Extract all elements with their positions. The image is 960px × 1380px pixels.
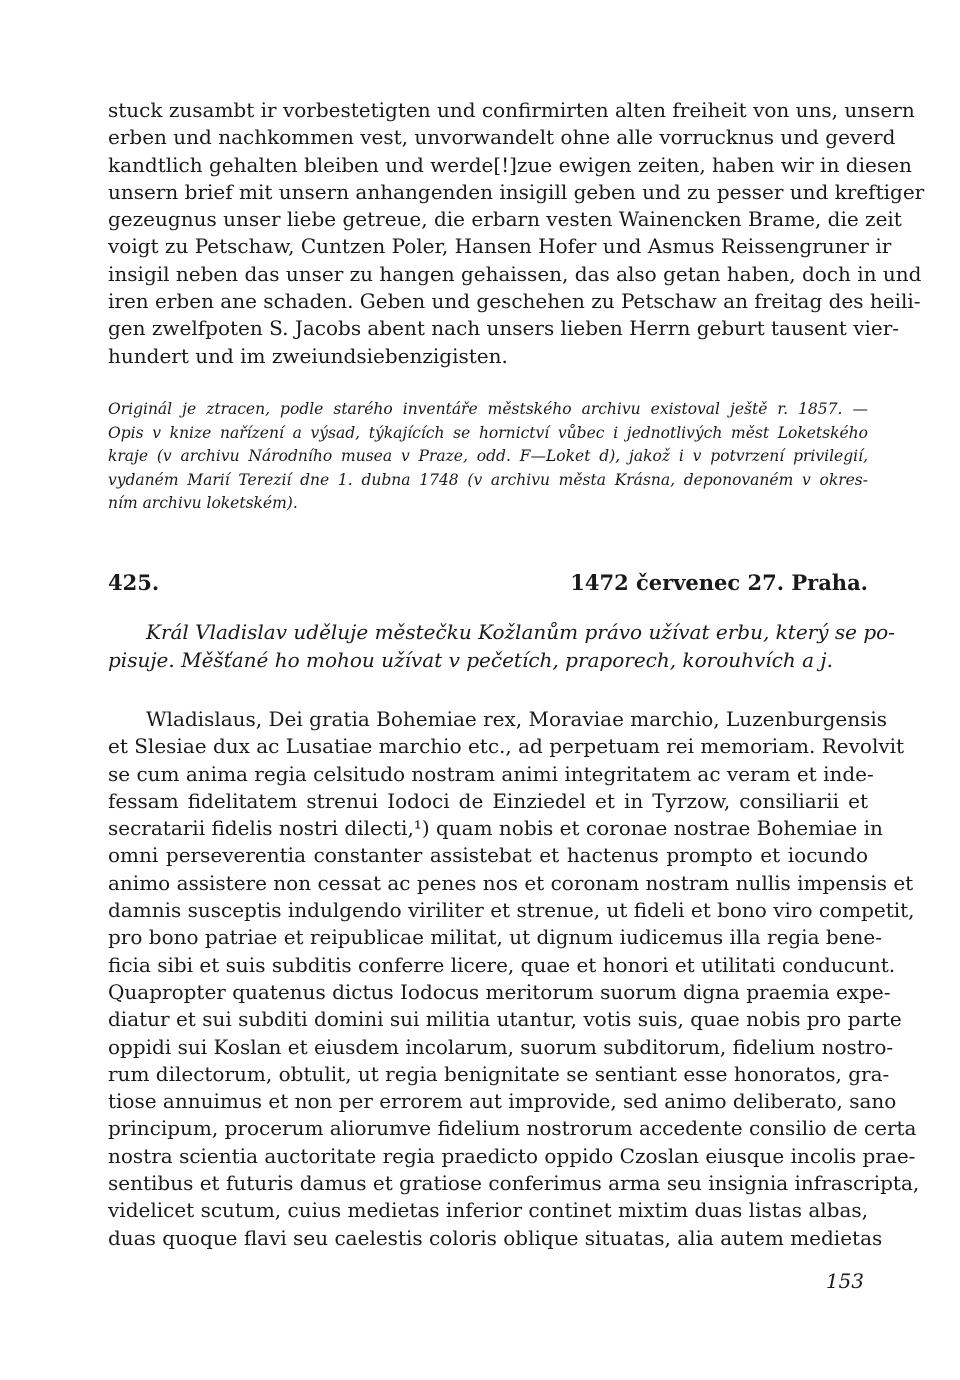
page-number: 153: [825, 1269, 864, 1293]
text-line: voigt zu Petschaw, Cuntzen Poler, Hansen Hofer und Asmus Reissengruner ir: [108, 234, 892, 259]
text-line: oppidi sui Koslan et eiusdem incolarum, suorum subditorum, fidelium nostro-: [108, 1034, 894, 1059]
note-line: Originál je ztracen, podle starého inventáře městského archivu existoval ještě r. 1857. —: [108, 400, 868, 418]
text-line: Wladislaus, Dei gratia Bohemiae rex, Moraviae marchio, Luzenburgensis: [146, 707, 888, 731]
text-line: kandtlich gehalten bleiben und werde[!]zue ewigen zeiten, haben wir in diesen: [108, 152, 912, 177]
text-line: erben und nachkommen vest, unvorwandelt ohne alle vorrucknus und geverd: [108, 125, 896, 150]
text-line: videlicet scutum, cuius medietas inferior continet mixtim duas listas albas,: [108, 1198, 868, 1223]
text-line: omni perseverentia constanter assistebat et hactenus prompto et iocundo: [108, 843, 868, 868]
note-line: kraje (v archivu Národního musea v Praze, odd. F—Loket d), jakož i v potvrzení privilegií,: [108, 447, 868, 466]
archival-note: [108, 398, 868, 516]
text-line: duas quoque flavi seu caelestis coloris oblique situatas, alia autem medietas: [108, 1225, 883, 1250]
text-line: secratarii fidelis nostri dilecti,¹) quam nobis et coronae nostrae Bohemiae in: [108, 816, 883, 841]
text-line: sentibus et futuris damus et gratiose conferimus arma seu insignia infrascripta,: [108, 1171, 920, 1196]
regest-line: pisuje. Měšťané ho mohou užívat v pečetích, praporech, korouhvích a j.: [108, 648, 833, 672]
text-line: damnis susceptis indulgendo viriliter et strenue, ut fideli et bono viro competit,: [108, 898, 915, 923]
latin-charter-text: [108, 706, 920, 1252]
text-line: et Slesiae dux ac Lusatiae marchio etc., ad perpetuam rei memoriam. Revolvit: [108, 734, 905, 759]
text-line: iren erben ane schaden. Geben und geschehen zu Petschaw an freitag des heili-: [108, 289, 921, 314]
text-line: ficia sibi et suis subditis conferre licere, quae et honori et utilitati conducunt.: [108, 952, 896, 977]
document-date-place: 1472 červenec 27. Praha.: [570, 570, 868, 595]
note-line: ním archivu loketském).: [108, 494, 298, 513]
text-line: principum, procerum aliorumve fidelium nostrorum accedente consilio de certa: [108, 1116, 917, 1141]
note-line: vydaném Marií Terezií dne 1. dubna 1748 (v archivu města Krásna, deponovaném v okres-: [108, 470, 868, 489]
text-line: rum dilectorum, obtulit, ut regia benignitate se sentiant esse honoratos, gra-: [108, 1061, 890, 1086]
text-line: diatur et sui subditi domini sui militia utantur, votis suis, quae nobis pro parte: [108, 1007, 902, 1032]
text-line: nostra scientia auctoritate regia praedicto oppido Czoslan eiusque incolis prae-: [108, 1143, 916, 1168]
text-line: Quapropter quatenus dictus Iodocus meritorum suorum digna praemia expe-: [108, 979, 891, 1004]
text-line: gezeugnus unser liebe getreue, die erbarn vesten Wainencken Brame, die zeit: [108, 207, 902, 232]
regest-line: Král Vladislav uděluje městečku Kožlanům právo užívat erbu, který se po-: [146, 620, 895, 644]
text-line: gen zwelfpoten S. Jacobs abent nach unsers lieben Herrn geburt tausent vier-: [108, 316, 900, 341]
text-line: insigil neben das unser zu hangen gehaissen, das also getan haben, doch in und: [108, 261, 922, 286]
text-line: stuck zusambt ir vorbestetigten und confirmirten alten freiheit von uns, unsern: [108, 98, 915, 122]
text-line: tiose annuimus et non per errorem aut improvide, sed animo deliberato, sano: [108, 1089, 897, 1114]
text-line: unsern brief mit unsern anhangenden insigill geben und zu pesser und kreftiger: [108, 179, 925, 204]
regest: [108, 618, 895, 674]
top-paragraph: [108, 97, 925, 370]
text-line: hundert und im zweiundsiebenzigisten.: [108, 343, 508, 368]
text-line: fessam fidelitatem strenui Iodoci de Einziedel et in Tyrzow, consiliarii et: [108, 788, 868, 813]
text-line: se cum anima regia celsitudo nostram animi integritatem ac veram et inde-: [108, 761, 874, 786]
text-line: animo assistere non cessat ac penes nos et coronam nostram nullis impensis et: [108, 870, 914, 895]
note-line: Opis v knize nařízení a výsad, týkajících se hornictví vůbec i jednotlivých měst Loketského: [108, 423, 868, 442]
document-number: 425.: [108, 570, 160, 595]
text-line: pro bono patriae et reipublicae militat, ut dignum iudicemus illa regia bene-: [108, 925, 883, 950]
